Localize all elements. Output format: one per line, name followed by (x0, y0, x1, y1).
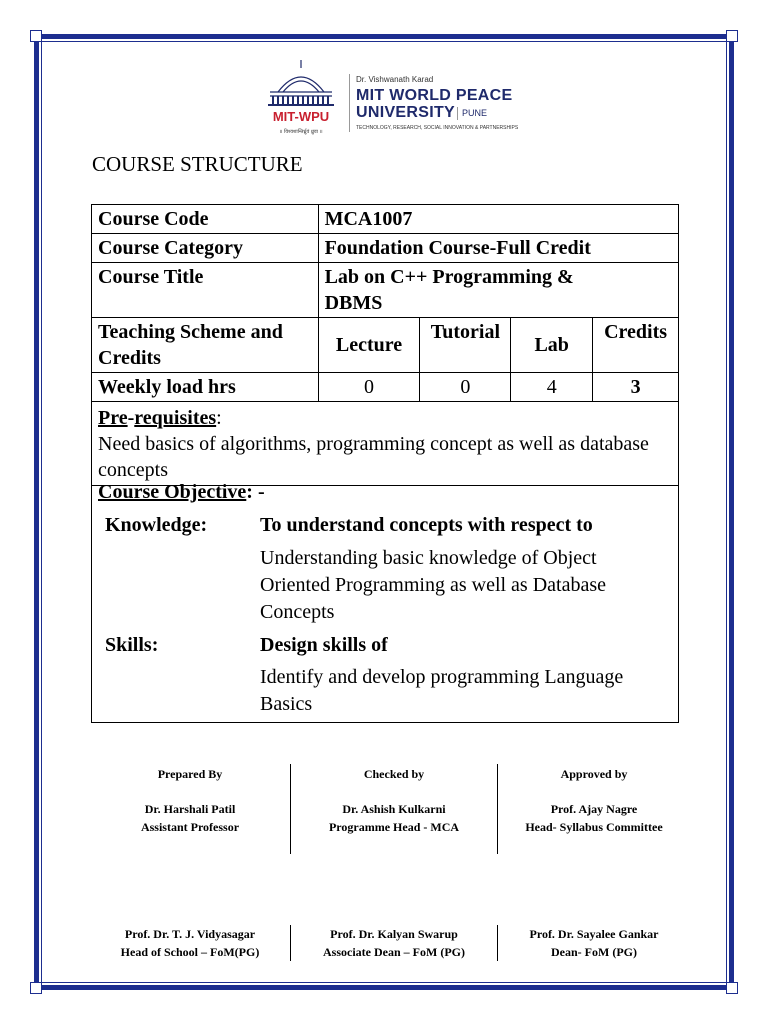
course-objective-heading (98, 481, 265, 504)
prerequisites-label-dash: - (127, 407, 135, 429)
course-category-value: Foundation Course-Full Credit (318, 234, 678, 263)
prerequisites-label-pre: Pre (98, 407, 128, 429)
border-corner-ornament (726, 30, 738, 42)
tutorial-hours: 0 (420, 373, 511, 402)
logo-founder: Dr. Vishwanath Karad (356, 75, 434, 84)
page-title: COURSE STRUCTURE (92, 152, 303, 176)
signature-divider (290, 764, 291, 854)
table-row (92, 373, 679, 402)
course-structure-table (91, 204, 679, 486)
signature-name: Prof. Dr. T. J. Vidyasagar (124, 927, 256, 941)
signature-divider (497, 764, 498, 854)
prerequisites-cell (92, 402, 679, 486)
signature-title: Programme Head - MCA (328, 820, 460, 834)
signature-name: Prof. Ajay Nagre (550, 802, 638, 816)
knowledge-heading: To understand concepts with respect to (260, 514, 593, 536)
signature-role: Prepared By (157, 767, 223, 781)
course-objective-suffix: : - (246, 481, 265, 503)
lecture-header: Lecture (318, 318, 420, 373)
signature-name: Prof. Dr. Sayalee Gankar (529, 927, 659, 941)
logo-city: PUNE (462, 108, 488, 118)
signature-title: Dean- FoM (PG) (551, 945, 637, 959)
table-row (92, 234, 679, 263)
svg-text:MIT-WPU: MIT-WPU (272, 109, 330, 124)
skills-label: Skills: (105, 634, 159, 656)
logo-name-line1: MIT WORLD PEACE (356, 87, 513, 104)
table-row (92, 318, 679, 373)
lab-hours: 4 (511, 373, 593, 402)
logo-divider (349, 74, 350, 132)
signature-divider (497, 925, 498, 961)
lab-header: Lab (511, 318, 593, 373)
prerequisites-text: Need basics of algorithms, programming concept as well as database concepts (98, 433, 649, 481)
signature-divider (290, 925, 291, 961)
course-code-label: Course Code (92, 205, 319, 234)
logo-tagline: TECHNOLOGY, RESEARCH, SOCIAL INNOVATION & PARTNERSHIPS (356, 125, 519, 131)
checked-by-block (292, 765, 496, 836)
signature-role: Approved by (560, 767, 628, 781)
associate-dean-block (292, 925, 496, 961)
table-row (92, 205, 679, 234)
border-corner-ornament (726, 982, 738, 994)
prerequisites-label-req: requisites (134, 407, 217, 429)
dome-emblem-icon (256, 58, 346, 140)
course-code-value: MCA1007 (318, 205, 678, 234)
border-corner-ornament (30, 982, 42, 994)
tutorial-header: Tutorial (420, 318, 511, 373)
skills-heading: Design skills of (260, 634, 388, 656)
table-row (92, 263, 679, 318)
knowledge-text: Understanding basic knowledge of Object Oriented Programming as well as Database Concepts (260, 547, 607, 623)
signature-title: Head of School – FoM(PG) (120, 945, 260, 959)
lecture-hours: 0 (318, 373, 420, 402)
knowledge-label: Knowledge: (105, 514, 208, 536)
skills-text: Identify and develop programming Language Basics (260, 666, 624, 715)
signature-name: Dr. Harshali Patil (144, 802, 236, 816)
signature-role: Checked by (363, 767, 425, 781)
svg-text:॥ विश्वशान्तिर्ध्रुवं ध्रुवा ॥: ॥ विश्वशान्तिर्ध्रुवं ध्रुवा ॥ (279, 129, 323, 135)
credits-header: Credits (593, 318, 679, 373)
signature-title: Assistant Professor (140, 820, 240, 834)
dean-block (499, 925, 689, 961)
weekly-load-label: Weekly load hrs (92, 373, 319, 402)
head-of-school-block (92, 925, 288, 961)
prerequisites-colon: : (216, 407, 222, 429)
teaching-scheme-label: Teaching Scheme and Credits (92, 318, 319, 373)
prepared-by-block (92, 765, 288, 836)
approved-by-block (499, 765, 689, 836)
signature-title: Associate Dean – FoM (PG) (323, 945, 465, 959)
border-corner-ornament (30, 30, 42, 42)
course-title-label: Course Title (92, 263, 319, 318)
logo-city-divider (457, 107, 458, 120)
logo-name-line2: UNIVERSITY (356, 104, 456, 121)
credits-value: 3 (593, 373, 679, 402)
course-category-label: Course Category (92, 234, 319, 263)
signature-name: Dr. Ashish Kulkarni (342, 802, 446, 816)
signature-name: Prof. Dr. Kalyan Swarup (330, 927, 458, 941)
table-row (92, 402, 679, 486)
course-objective-label: Course Objective (98, 481, 247, 503)
course-title-value: Lab on C++ Programming & DBMS (318, 263, 678, 318)
signature-title: Head- Syllabus Committee (525, 820, 663, 834)
